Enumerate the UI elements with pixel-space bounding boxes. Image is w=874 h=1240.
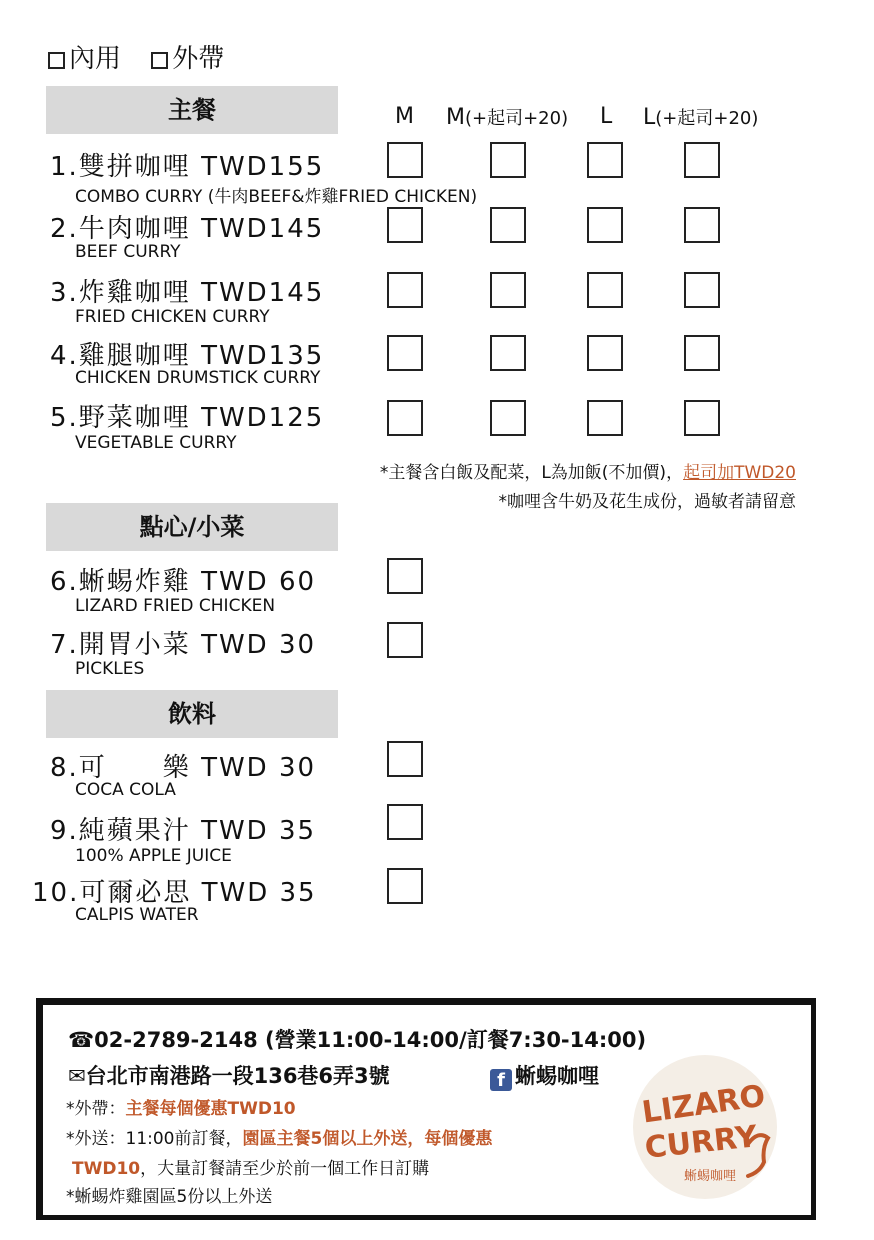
item-3-m-checkbox[interactable] bbox=[387, 272, 423, 308]
item-4-m-checkbox[interactable] bbox=[387, 335, 423, 371]
item-10-name: 10.可爾必思 TWD 35 bbox=[32, 878, 317, 908]
logo-text-line1: LIZARO bbox=[639, 1078, 768, 1131]
item-3-english: FRIED CHICKEN CURRY bbox=[75, 307, 270, 327]
item-9-name: 9.純蘋果汁 TWD 35 bbox=[50, 816, 317, 846]
item-2-english: BEEF CURRY bbox=[75, 242, 181, 262]
takeout-offer-label: *外帶： bbox=[66, 1099, 126, 1119]
item-8-checkbox[interactable] bbox=[387, 741, 423, 777]
col-header-m-cheese-note: (+起司+20) bbox=[464, 108, 569, 129]
takeout-option[interactable] bbox=[151, 44, 224, 74]
item-4-english: CHICKEN DRUMSTICK CURRY bbox=[75, 368, 321, 388]
item-4-name: 4.雞腿咖哩 TWD135 bbox=[50, 341, 325, 371]
col-header-l-cheese bbox=[643, 104, 758, 130]
item-6-name: 6.蜥蜴炸雞 TWD 60 bbox=[50, 567, 317, 597]
takeout-label: 外帶 bbox=[172, 44, 225, 74]
item-6-english: LIZARD FRIED CHICKEN bbox=[75, 596, 276, 616]
takeout-offer bbox=[66, 1094, 296, 1119]
delivery-discount: TWD10 bbox=[72, 1159, 141, 1179]
delivery-info-line2 bbox=[72, 1154, 429, 1179]
item-1-l-checkbox[interactable] bbox=[587, 142, 623, 178]
item-3-l-cheese-checkbox[interactable] bbox=[684, 272, 720, 308]
dine-in-option[interactable] bbox=[48, 44, 121, 74]
item-4-m-cheese-checkbox[interactable] bbox=[490, 335, 526, 371]
col-header-m: M bbox=[395, 104, 414, 129]
address: ✉台北市南港路一段136巷6弄3號 bbox=[68, 1064, 390, 1088]
item-3-l-checkbox[interactable] bbox=[587, 272, 623, 308]
facebook-link[interactable] bbox=[490, 1060, 599, 1091]
facebook-icon: f bbox=[490, 1069, 512, 1091]
item-8-english: COCA COLA bbox=[75, 780, 176, 800]
item-3-name: 3.炸雞咖哩 TWD145 bbox=[50, 278, 325, 308]
delivery-info-line1 bbox=[66, 1124, 492, 1149]
takeout-offer-text: 主餐每個優惠TWD10 bbox=[125, 1099, 296, 1119]
delivery-time: *外送：11:00前訂餐， bbox=[66, 1129, 243, 1149]
note-rice bbox=[380, 458, 796, 483]
item-1-l-cheese-checkbox[interactable] bbox=[684, 142, 720, 178]
item-2-m-cheese-checkbox[interactable] bbox=[490, 207, 526, 243]
item-7-checkbox[interactable] bbox=[387, 622, 423, 658]
item-5-m-checkbox[interactable] bbox=[387, 400, 423, 436]
phone-hours: ☎02-2789-2148 (營業11:00-14:00/訂餐7:30-14:00) bbox=[68, 1028, 647, 1052]
col-header-l-cheese-size: L bbox=[643, 105, 656, 130]
item-1-name: 1.雙拼咖哩 TWD155 bbox=[50, 152, 325, 182]
item-8-name: 8.可 樂 TWD 30 bbox=[50, 753, 317, 783]
section-snacks-header: 點心/小菜 bbox=[46, 503, 338, 551]
item-5-name: 5.野菜咖哩 TWD125 bbox=[50, 403, 325, 433]
item-5-l-cheese-checkbox[interactable] bbox=[684, 400, 720, 436]
item-5-m-cheese-checkbox[interactable] bbox=[490, 400, 526, 436]
section-drinks-header: 飲料 bbox=[46, 690, 338, 738]
note-rice-text: *主餐含白飯及配菜，L為加飯(不加價)， bbox=[379, 463, 684, 483]
item-10-checkbox[interactable] bbox=[387, 868, 423, 904]
logo-text-line2: CURRY bbox=[643, 1119, 759, 1166]
item-4-l-checkbox[interactable] bbox=[587, 335, 623, 371]
item-7-name: 7.開胃小菜 TWD 30 bbox=[50, 630, 317, 660]
note-cheese-price: 起司加TWD20 bbox=[683, 463, 796, 483]
dine-in-label: 內用 bbox=[69, 44, 122, 74]
col-header-l: L bbox=[600, 104, 613, 129]
chicken-delivery-note: *蜥蜴炸雞園區5份以上外送 bbox=[66, 1187, 273, 1207]
col-header-m-cheese-size: M bbox=[446, 105, 465, 130]
item-10-english: CALPIS WATER bbox=[75, 905, 199, 925]
item-1-m-cheese-checkbox[interactable] bbox=[490, 142, 526, 178]
takeout-checkbox[interactable] bbox=[151, 52, 168, 69]
dine-in-checkbox[interactable] bbox=[48, 52, 65, 69]
lizard-curry-logo bbox=[630, 1052, 780, 1202]
delivery-advance-note: ，大量訂餐請至少於前一個工作日訂購 bbox=[140, 1159, 430, 1179]
order-type-row bbox=[48, 38, 246, 75]
item-1-m-checkbox[interactable] bbox=[387, 142, 423, 178]
logo-subtitle: 蜥蜴咖哩 bbox=[683, 1169, 737, 1184]
note-allergy: *咖哩含牛奶及花生成份，過敏者請留意 bbox=[498, 492, 796, 512]
col-header-m-cheese bbox=[446, 104, 568, 130]
section-main-header: 主餐 bbox=[46, 86, 338, 134]
item-5-english: VEGETABLE CURRY bbox=[75, 433, 237, 453]
item-9-english: 100% APPLE JUICE bbox=[75, 846, 232, 866]
item-9-checkbox[interactable] bbox=[387, 804, 423, 840]
facebook-page-name: 蜥蜴咖哩 bbox=[515, 1064, 599, 1088]
item-2-m-checkbox[interactable] bbox=[387, 207, 423, 243]
item-2-name: 2.牛肉咖哩 TWD145 bbox=[50, 214, 325, 244]
item-2-l-checkbox[interactable] bbox=[587, 207, 623, 243]
item-7-english: PICKLES bbox=[75, 659, 145, 679]
item-2-l-cheese-checkbox[interactable] bbox=[684, 207, 720, 243]
col-header-l-cheese-note: (+起司+20) bbox=[655, 108, 759, 129]
item-5-l-checkbox[interactable] bbox=[587, 400, 623, 436]
item-1-english: COMBO CURRY (牛肉BEEF&炸雞FRIED CHICKEN) bbox=[75, 187, 478, 207]
item-4-l-cheese-checkbox[interactable] bbox=[684, 335, 720, 371]
item-6-checkbox[interactable] bbox=[387, 558, 423, 594]
item-3-m-cheese-checkbox[interactable] bbox=[490, 272, 526, 308]
delivery-condition: 園區主餐5個以上外送，每個優惠 bbox=[242, 1129, 493, 1149]
